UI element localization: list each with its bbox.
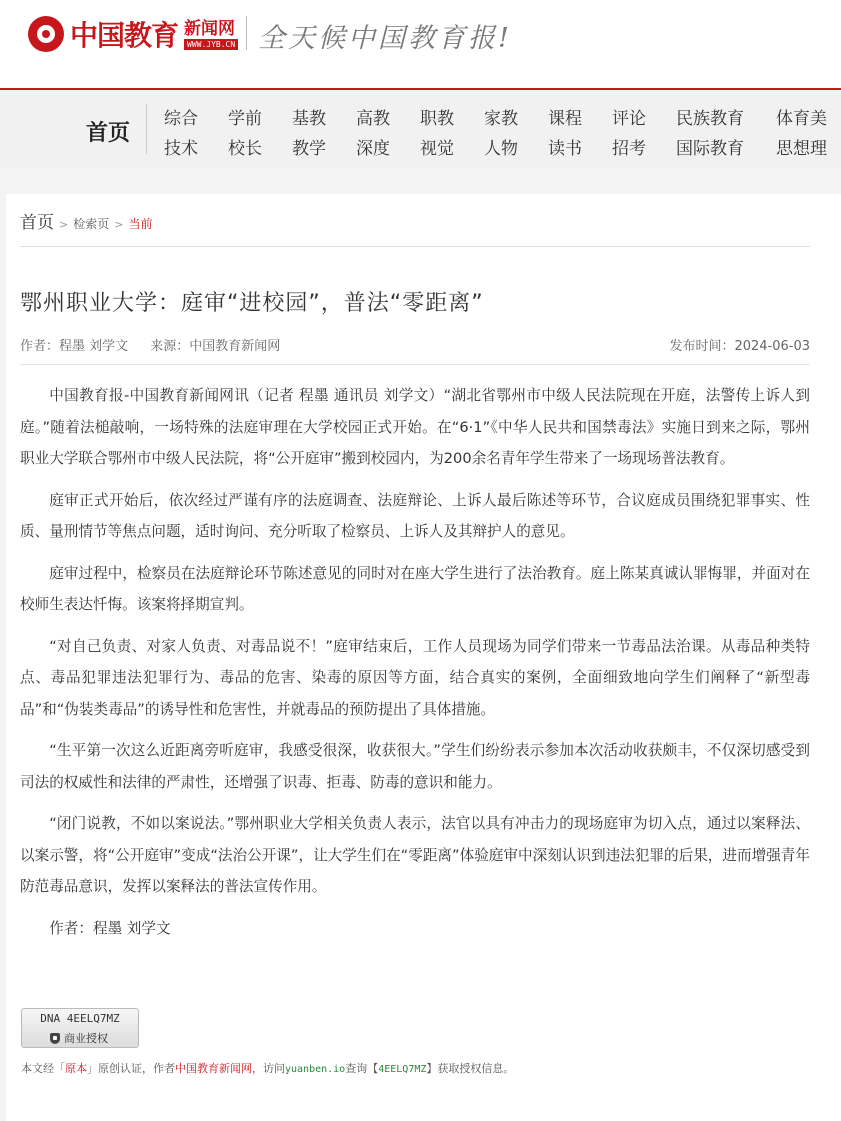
nav-row-1 <box>164 104 841 129</box>
nav-link-xueqian[interactable]: 学前 <box>228 109 262 129</box>
nav-link-jishu[interactable]: 技术 <box>164 139 198 159</box>
dna-code-link[interactable]: 4EELQ7MZ <box>378 1064 427 1075</box>
nav-link-kecheng[interactable]: 课程 <box>548 109 582 129</box>
logo-text: 中国教育 <box>70 19 179 52</box>
article-date: 发布时间：2024-06-03 <box>669 339 810 354</box>
nav-link-xiaozhang[interactable]: 校长 <box>228 139 262 159</box>
article-paragraph: 中国教育报-中国教育新闻网讯（记者 程墨 通讯员 刘学文）“湖北省鄂州市中级人民法院现在开庭，法警传上诉人到庭。”随着法槌敲响，一场特殊的法庭审理在大学校园正式开始。在“6·1”《中华人民共和国禁毒法》实施日到来之际，鄂州职业大学联合鄂州市中级人民法院，将“公开庭审”搬到校园内，为200余名青年学生带来了一场现场普法教育。 <box>20 387 810 467</box>
nav-link-zhaokao[interactable]: 招考 <box>612 139 646 159</box>
nav-link-dushu[interactable]: 读书 <box>548 139 582 159</box>
nav-link-jiaoxue[interactable]: 教学 <box>292 139 326 159</box>
note-text: 本文经「 <box>21 1062 65 1075</box>
nav-link-gaojiao[interactable]: 高教 <box>356 109 390 129</box>
yuanben-link[interactable]: 原本 <box>65 1062 87 1075</box>
nav-divider <box>146 104 147 154</box>
site-slogan: 全天候中国教育报! <box>258 23 512 54</box>
article-paragraph: “生平第一次这么近距离旁听庭审，我感受很深，收获很大。”学生们纷纷表示参加本次活动收获颇丰，不仅深切感受到司法的权威性和法律的严肃性，还增强了识毒、拒毒、防毒的意识和能力。 <box>20 742 810 791</box>
article-paragraph: “闭门说教，不如以案说法。”鄂州职业大学相关负责人表示，法官以具有冲击力的现场庭审为切入点，通过以案释法、以案示警，将“公开庭审”变成“法治公开课”，让大学生们在“零距离”体验庭审中深刻认识到违法犯罪的后果，进而增强青年防范毒品意识，发挥以案释法的普法宣传作用。 <box>20 815 810 895</box>
nav-link-pinglun[interactable]: 评论 <box>612 109 646 129</box>
note-text: ，访问 <box>252 1062 285 1075</box>
breadcrumb-home[interactable]: 首页 <box>20 213 54 233</box>
article-source: 来源：中国教育新闻网 <box>150 339 281 354</box>
article-paragraph: 庭审正式开始后，依次经过严谨有序的法庭调查、法庭辩论、上诉人最后陈述等环节，合议庭成员围绕犯罪事实、性质、量刑情节等焦点问题，适时询问、充分听取了检察员、上诉人及其辩护人的意见。 <box>20 491 810 540</box>
article-paragraph: “对自己负责、对家人负责、对毒品说不！”庭审结束后，工作人员现场为同学们带来一节毒品法治课。从毒品种类特点、毒品犯罪违法犯罪行为、毒品的危害、染毒的原因等方面，结合真实的案例，全面细致地向学生们阐释了“新型毒品”和“伪装类毒品”的诱导性和危害性，并就毒品的预防提出了具体措施。 <box>20 637 810 718</box>
license-label: 商业授权 <box>64 1032 108 1045</box>
breadcrumb-chevron-icon: > <box>114 218 124 231</box>
dna-code: DNA 4EELQ7MZ <box>40 1012 120 1025</box>
breadcrumb-search-page[interactable]: 检索页 <box>73 217 110 231</box>
main-nav <box>0 88 841 168</box>
nav-link-guoji[interactable]: 国际教育 <box>676 139 744 159</box>
nav-home-link[interactable]: 首页 <box>86 121 131 146</box>
logo-news-block <box>184 19 238 50</box>
copyright-note <box>21 1060 514 1076</box>
nav-link-renwu[interactable]: 人物 <box>484 139 518 159</box>
divider <box>20 246 810 247</box>
article-panel <box>6 194 841 1121</box>
dna-license-badge[interactable] <box>21 1008 139 1048</box>
nav-link-tiyu[interactable]: 体育美 <box>776 109 827 129</box>
article-paragraph: 庭审过程中，检察员在法庭辩论环节陈述意见的同时对在座大学生进行了法治教育。庭上陈某真诚认罪悔罪，并面对在校师生表达忏悔。该案将择期宣判。 <box>20 564 810 613</box>
nav-link-sixiang[interactable]: 思想理 <box>776 139 827 159</box>
logo-news-text: 新闻网 <box>184 18 236 39</box>
slogan-divider <box>246 16 247 50</box>
nav-link-shijue[interactable]: 视觉 <box>420 139 454 159</box>
breadcrumb <box>20 208 152 233</box>
nav-link-minzu[interactable]: 民族教育 <box>676 109 744 129</box>
breadcrumb-chevron-icon: > <box>59 218 69 231</box>
note-text: 」原创认证，作者 <box>87 1062 175 1075</box>
nav-link-zonghe[interactable]: 综合 <box>164 109 198 129</box>
logo-url: WWW.JYB.CN <box>184 39 238 50</box>
license-label-row <box>50 1030 108 1046</box>
article-author: 作者：程墨 刘学文 <box>20 339 129 354</box>
masthead <box>0 0 841 88</box>
article-title: 鄂州职业大学：庭审“进校园”，普法“零距离” <box>20 291 484 316</box>
yuanben-site-link[interactable]: yuanben.io <box>285 1064 346 1075</box>
nav-link-zhijiao[interactable]: 职教 <box>420 109 454 129</box>
note-text: 】获取授权信息。 <box>426 1062 515 1075</box>
note-text: 查询【 <box>345 1062 379 1075</box>
article-meta <box>20 335 810 354</box>
author-link[interactable]: 中国教育新闻网 <box>175 1062 252 1075</box>
nav-link-shendu[interactable]: 深度 <box>356 139 390 159</box>
nav-link-jiajiao[interactable]: 家教 <box>484 109 518 129</box>
shield-icon <box>50 1033 60 1044</box>
nav-link-jijiao[interactable]: 基教 <box>292 109 326 129</box>
article-byline: 作者：程墨 刘学文 <box>49 919 171 937</box>
logo-emblem-icon <box>28 16 64 52</box>
divider <box>20 364 810 365</box>
nav-row-2 <box>164 134 841 159</box>
breadcrumb-current: 当前 <box>128 217 153 231</box>
site-logo[interactable] <box>28 14 238 54</box>
article-body <box>20 380 810 954</box>
